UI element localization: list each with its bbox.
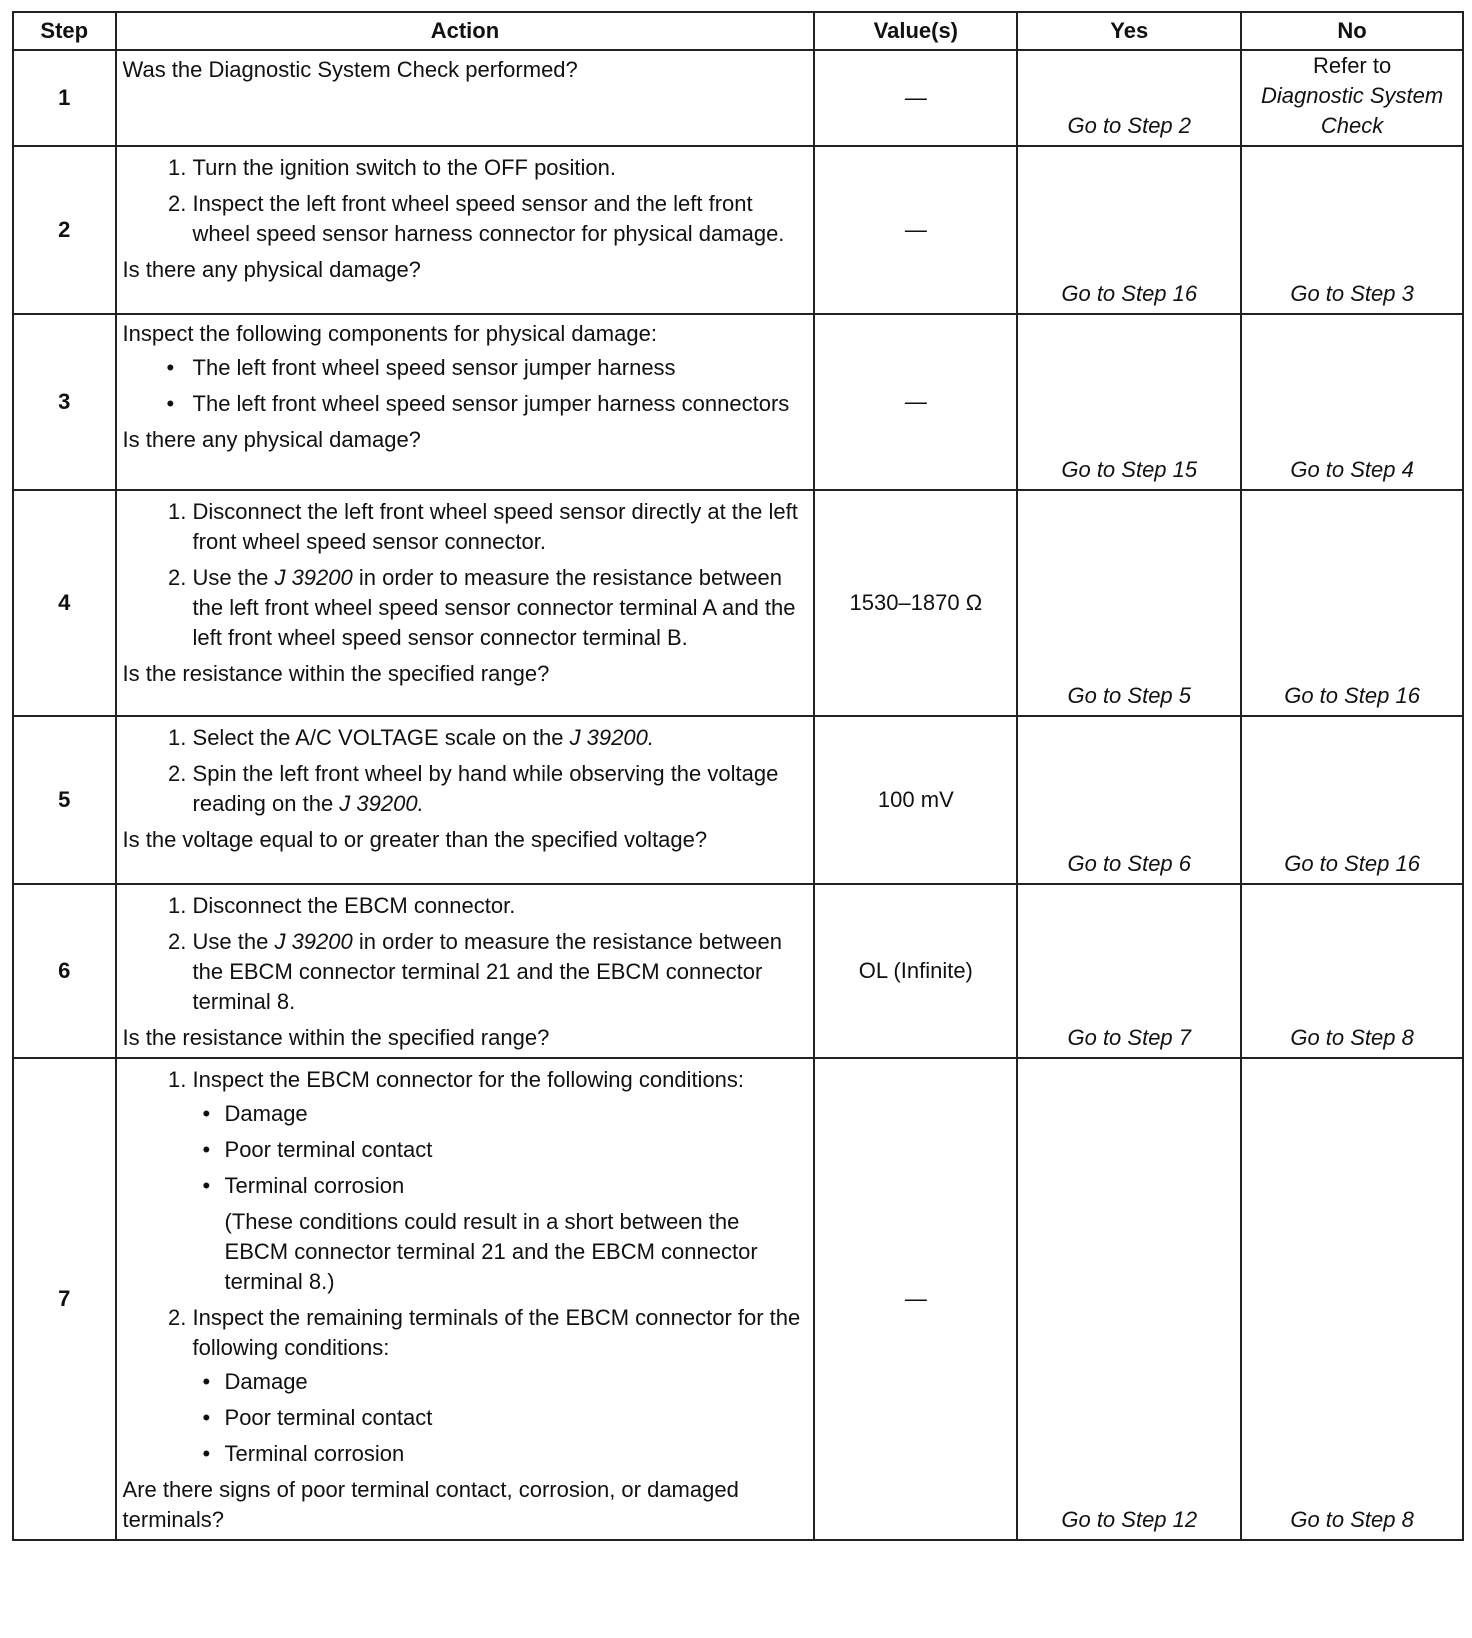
condition-item: • Terminal corrosion	[225, 1439, 804, 1469]
component-item: • The left front wheel speed sensor jumper harness connectors	[193, 389, 804, 419]
tool-name: J 39200.	[339, 791, 424, 816]
tool-name: J 39200	[274, 929, 353, 954]
action-item: 1. Disconnect the EBCM connector.	[193, 891, 804, 921]
condition-list	[193, 1367, 804, 1469]
table-row	[13, 50, 1463, 146]
yes-cell[interactable]	[1017, 1058, 1241, 1540]
yes-cell[interactable]	[1017, 884, 1241, 1058]
action-text: Inspect the remaining terminals of the EBCM connector for the following conditions:	[192, 1305, 801, 1360]
header-no: No	[1241, 12, 1463, 50]
condition-item: • Damage	[225, 1099, 804, 1129]
action-item	[193, 1065, 804, 1297]
yes-cell[interactable]	[1017, 50, 1241, 146]
action-cell	[116, 146, 815, 314]
action-item: 1. Disconnect the left front wheel speed sensor directly at the left front wheel speed sensor connector.	[193, 497, 804, 557]
step-number: 2	[13, 146, 116, 314]
condition-note: (These conditions could result in a short between the EBCM connector terminal 21 and the EBCM connector terminal 8.)	[224, 1209, 758, 1294]
component-item: • The left front wheel speed sensor jumper harness	[193, 353, 804, 383]
step-number: 1	[13, 50, 116, 146]
action-cell	[116, 884, 815, 1058]
no-link[interactable]: Diagnostic System Check	[1261, 83, 1444, 138]
action-intro: Inspect the following components for physical damage:	[122, 321, 657, 346]
value-cell: —	[814, 50, 1017, 146]
condition-item: • Poor terminal contact	[225, 1403, 804, 1433]
action-question: Are there signs of poor terminal contact, corrosion, or damaged terminals?	[122, 1477, 739, 1532]
action-cell	[116, 314, 815, 490]
no-link[interactable]: Go to Step 3	[1290, 281, 1414, 306]
action-text: in order to measure the resistance between the EBCM connector terminal 21 and the EBCM connector terminal 8.	[192, 929, 782, 1014]
table-row	[13, 716, 1463, 884]
tool-name: J 39200.	[569, 725, 654, 750]
value-cell: —	[814, 146, 1017, 314]
action-cell	[116, 490, 815, 716]
no-link[interactable]: Go to Step 4	[1290, 457, 1414, 482]
action-item: 1. Turn the ignition switch to the OFF position.	[193, 153, 804, 183]
step-number: 4	[13, 490, 116, 716]
header-action: Action	[116, 12, 815, 50]
value-cell: OL (Infinite)	[814, 884, 1017, 1058]
yes-cell[interactable]	[1017, 314, 1241, 490]
action-text: Select the A/C VOLTAGE scale on the	[192, 725, 570, 750]
action-cell	[116, 716, 815, 884]
header-step: Step	[13, 12, 116, 50]
action-text: Spin the left front wheel by hand while observing the voltage reading on the	[192, 761, 779, 816]
no-cell[interactable]	[1241, 50, 1463, 146]
no-cell[interactable]	[1241, 314, 1463, 490]
no-link[interactable]: Go to Step 16	[1284, 851, 1420, 876]
yes-link[interactable]: Go to Step 12	[1061, 1507, 1198, 1532]
action-text: in order to measure the resistance between the left front wheel speed sensor connector terminal A and the left front wheel speed sensor connector terminal B.	[192, 565, 796, 650]
action-item	[193, 723, 804, 753]
action-list	[123, 891, 804, 1017]
action-question: Was the Diagnostic System Check performed?	[122, 57, 578, 82]
action-list	[123, 1065, 804, 1469]
condition-item: • Damage	[225, 1367, 804, 1397]
value-cell: —	[814, 1058, 1017, 1540]
no-cell[interactable]	[1241, 884, 1463, 1058]
yes-link[interactable]: Go to Step 15	[1061, 457, 1198, 482]
component-list	[123, 353, 804, 419]
action-item: 2. Inspect the left front wheel speed sensor and the left front wheel speed sensor harness connector for physical damage.	[193, 189, 804, 249]
value-cell: 100 mV	[814, 716, 1017, 884]
header-values: Value(s)	[814, 12, 1017, 50]
table-row	[13, 490, 1463, 716]
yes-cell[interactable]	[1017, 146, 1241, 314]
action-list	[123, 153, 804, 249]
action-question: Is the resistance within the specified range?	[122, 1025, 550, 1050]
action-question: Is there any physical damage?	[122, 257, 421, 282]
no-prefix: Refer to	[1312, 53, 1392, 78]
action-text: Use the	[192, 929, 275, 954]
action-item	[193, 759, 804, 819]
yes-link[interactable]: Go to Step 2	[1067, 113, 1192, 138]
tool-name: J 39200	[274, 565, 353, 590]
action-list	[123, 497, 804, 653]
action-item	[193, 1303, 804, 1469]
no-cell[interactable]	[1241, 1058, 1463, 1540]
action-text: Inspect the EBCM connector for the following conditions:	[192, 1067, 745, 1092]
condition-item: • Terminal corrosion	[225, 1171, 804, 1201]
step-number: 3	[13, 314, 116, 490]
yes-link[interactable]: Go to Step 5	[1067, 683, 1192, 708]
value-cell: 1530–1870 Ω	[814, 490, 1017, 716]
action-question: Is there any physical damage?	[122, 427, 421, 452]
table-row	[13, 146, 1463, 314]
diagnostic-table	[12, 11, 1464, 1541]
action-question: Is the resistance within the specified range?	[122, 661, 550, 686]
step-number: 7	[13, 1058, 116, 1540]
action-item	[193, 927, 804, 1017]
yes-link[interactable]: Go to Step 16	[1061, 281, 1198, 306]
no-link[interactable]: Go to Step 16	[1284, 683, 1420, 708]
no-cell[interactable]	[1241, 146, 1463, 314]
yes-link[interactable]: Go to Step 6	[1067, 851, 1192, 876]
step-number: 5	[13, 716, 116, 884]
no-cell[interactable]	[1241, 490, 1463, 716]
step-number: 6	[13, 884, 116, 1058]
no-link[interactable]: Go to Step 8	[1290, 1025, 1414, 1050]
yes-cell[interactable]	[1017, 716, 1241, 884]
header-yes: Yes	[1017, 12, 1241, 50]
action-cell	[116, 50, 815, 146]
condition-list	[193, 1099, 804, 1201]
no-cell[interactable]	[1241, 716, 1463, 884]
value-cell: —	[814, 314, 1017, 490]
table-row	[13, 884, 1463, 1058]
action-item	[193, 563, 804, 653]
no-link[interactable]: Go to Step 8	[1290, 1507, 1414, 1532]
table-row	[13, 1058, 1463, 1540]
action-question: Is the voltage equal to or greater than the specified voltage?	[122, 827, 708, 852]
action-text: Use the	[192, 565, 275, 590]
header-row	[13, 12, 1463, 50]
action-cell	[116, 1058, 815, 1540]
yes-link[interactable]: Go to Step 7	[1067, 1025, 1192, 1050]
table-row	[13, 314, 1463, 490]
action-list	[123, 723, 804, 819]
condition-item: • Poor terminal contact	[225, 1135, 804, 1165]
yes-cell[interactable]	[1017, 490, 1241, 716]
